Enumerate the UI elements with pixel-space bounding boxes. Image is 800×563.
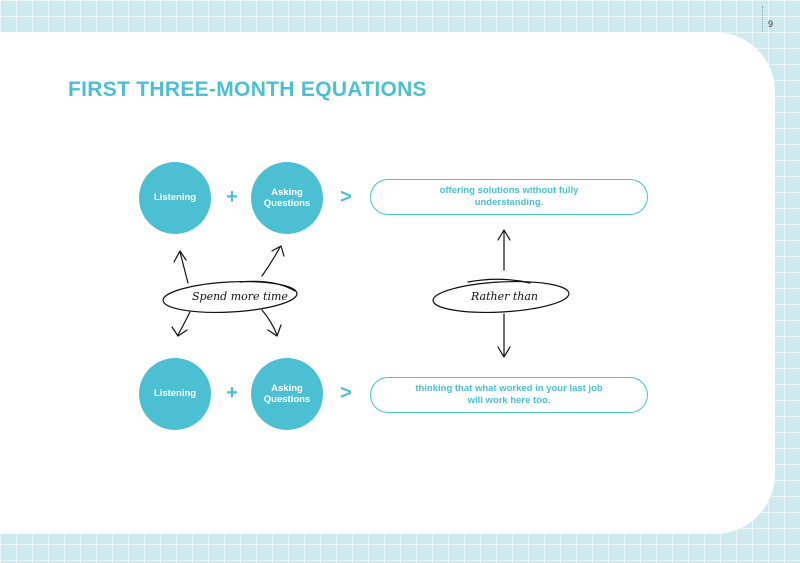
equation-1-term-b: Asking Questions [263,186,311,209]
page-number: 9 [768,19,774,29]
equation-2-term-b: Asking Questions [263,382,311,405]
equation-1-greater-than-sign: > [340,186,352,208]
equation-1-term-a: Listening [153,192,197,204]
page-title: FIRST THREE-MONTH EQUATIONS [68,78,427,101]
equation-2-term-a: Listening [153,388,197,400]
rather-than-label: Rather than [471,290,539,303]
spend-more-time-label: Spend more time [192,290,288,303]
arrow-to-asking-top [262,247,280,276]
equation-2-result-text: thinking that what worked in your last job will work here too. [415,383,603,406]
equation-2-plus-sign: + [226,382,238,404]
equation-1-result-text: offering solutions without fully understanding. [439,185,579,208]
equation-2-greater-than-sign: > [340,382,352,404]
equation-1-plus-sign: + [226,186,238,208]
